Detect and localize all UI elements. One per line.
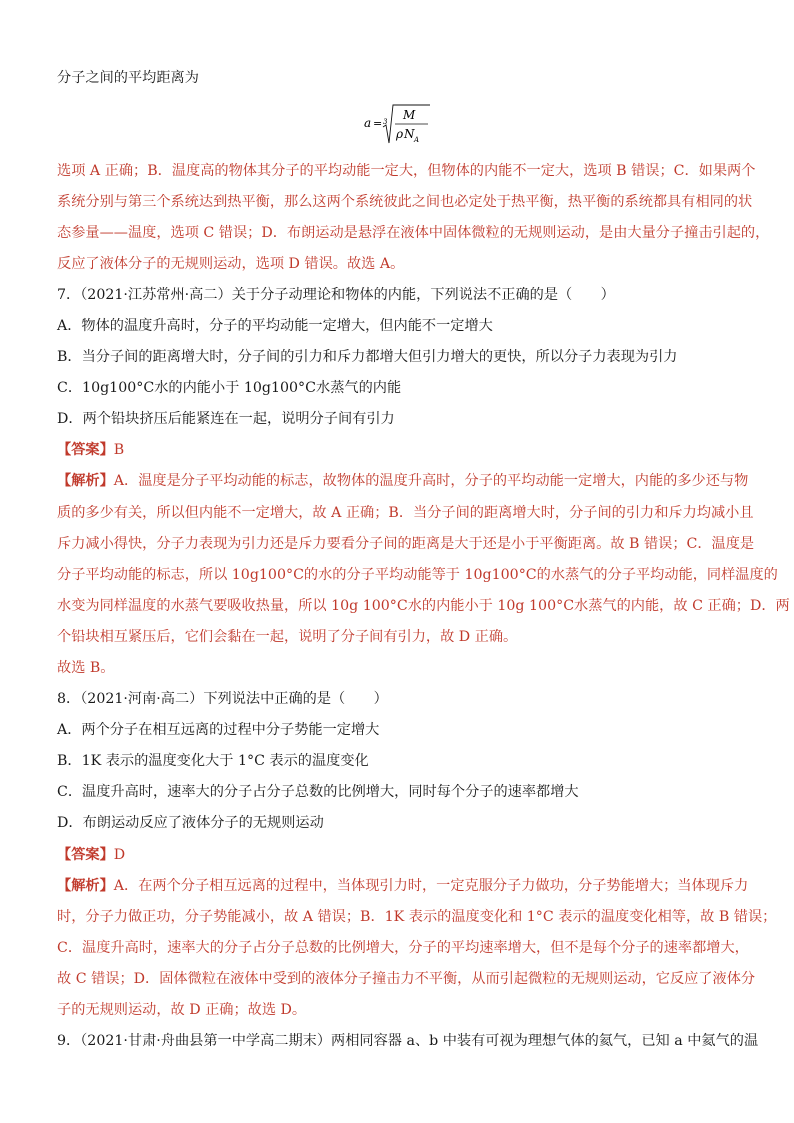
- q9-stem: 9．（2021·甘肃·舟曲县第一中学高二期末）两相同容器 a、b 中装有可视为理想气体的氦气，已知 a 中氦气的温: [57, 1033, 759, 1049]
- q7-analysis-line: 分子平均动能的标志，所以 10g100°C的水的分子平均动能等于 10g100°C的水蒸气的分子平均动能，同样温度的: [57, 567, 778, 583]
- q8-stem: 8．（2021·河南·高二）下列说法中正确的是（ ）: [57, 691, 388, 707]
- intro-text: 分子之间的平均距离为: [57, 70, 199, 86]
- q7-stem: 7．（2021·江苏常州·高二）关于分子动理论和物体的内能，下列说法不正确的是（ ）: [57, 287, 615, 303]
- q7-option-c: C．10g100°C水的内能小于 10g100°C水蒸气的内能: [57, 380, 402, 396]
- q7-conclusion: 故选 B。: [57, 660, 115, 676]
- answer-tag: 【答案】: [57, 442, 114, 458]
- formula-eq: =: [373, 117, 383, 130]
- q8-analysis-line: C．温度升高时，速率大的分子占分子总数的比例增大，分子的平均速率增大，但不是每个分子的速率都增大，: [57, 940, 749, 956]
- q8-option-d: D．布朗运动反应了液体分子的无规则运动: [57, 815, 324, 831]
- formula-subscript: A: [414, 136, 420, 144]
- q7-answer: [57, 440, 124, 460]
- q7-analysis-line: 个铅块相互紧压后，它们会黏在一起，说明了分子间有引力，故 D 正确。: [57, 629, 518, 645]
- q7-analysis-line: [57, 471, 748, 491]
- analysis-tag: 【解析】: [57, 473, 114, 489]
- q8-analysis-line: 时，分子力做正功，分子势能减小，故 A 错误；B．1K 表示的温度变化和 1°C 表示的温度变化相等，故 B 错误；: [57, 909, 777, 925]
- formula-N: N: [404, 127, 415, 141]
- q7-analysis-line: 斥力减小得快，分子力表现为引力还是斥力要看分子间的距离是大于还是小于平衡距离。故 B 错误；C．温度是: [57, 536, 755, 552]
- formula-numerator: M: [403, 108, 416, 122]
- prev-explanation-line: 系统分别与第三个系统达到热平衡，那么这两个系统彼此之间也必定处于热平衡，热平衡的系统都具有相同的状: [57, 194, 753, 210]
- prev-explanation-line: 态参量——温度，选项 C 错误；D．布朗运动是悬浮在液体中固体微粒的无规则运动，是由大量分子撞击引起的，: [57, 225, 770, 241]
- prev-explanation-line: 选项 A 正确；B．温度高的物体其分子的平均动能一定大，但物体的内能不一定大，选项 B 错误；C．如果两个: [57, 163, 756, 179]
- formula-lhs: a: [364, 116, 372, 130]
- q7-option-a: A．物体的温度升高时，分子的平均动能一定增大，但内能不一定增大: [57, 318, 493, 334]
- analysis-text: A．温度是分子平均动能的标志，故物体的温度升高时，分子的平均动能一定增大，内能的多少还与物: [113, 473, 749, 489]
- analysis-text: A．在两个分子相互远离的过程中，当体现引力时，一定克服分子力做功，分子势能增大；当体现斥力: [113, 878, 749, 894]
- formula-root-index: 3: [383, 118, 388, 126]
- q8-analysis-line: 子的无规则运动，故 D 正确；故选 D。: [57, 1002, 307, 1018]
- distance-formula: [364, 100, 444, 150]
- q8-analysis-line: 故 C 错误；D．固体微粒在液体中受到的液体分子撞击力不平衡，从而引起微粒的无规则运动，它反应了液体分: [57, 971, 756, 987]
- q7-option-d: D．两个铅块挤压后能紧连在一起，说明分子间有引力: [57, 411, 395, 427]
- answer-value: D: [113, 847, 126, 863]
- q7-option-b: B．当分子间的距离增大时，分子间的引力和斥力都增大但引力增大的更快，所以分子力表现为引力: [57, 349, 678, 365]
- q8-answer: [57, 845, 125, 865]
- answer-value: B: [113, 442, 125, 458]
- q8-analysis-line: [57, 876, 748, 896]
- q7-analysis-line: 质的多少有关，所以但内能不一定增大，故 A 正确；B．当分子间的距离增大时，分子间的引力和斥力均减小且: [57, 505, 754, 521]
- q8-option-b: B．1K 表示的温度变化大于 1°C 表示的温度变化: [57, 753, 369, 769]
- q8-option-a: A．两个分子在相互远离的过程中分子势能一定增大: [57, 722, 380, 738]
- analysis-tag: 【解析】: [57, 878, 114, 894]
- answer-tag: 【答案】: [57, 847, 114, 863]
- q8-option-c: C．温度升高时，速率大的分子占分子总数的比例增大，同时每个分子的速率都增大: [57, 784, 579, 800]
- prev-explanation-line: 反应了液体分子的无规则运动，选项 D 错误。故选 A。: [57, 256, 405, 272]
- formula-rho: ρ: [396, 127, 404, 141]
- q7-analysis-line: 水变为同样温度的水蒸气要吸收热量，所以 10g 100°C水的内能小于 10g 100°C水蒸气的内能，故 C 正确；D．两: [57, 598, 790, 614]
